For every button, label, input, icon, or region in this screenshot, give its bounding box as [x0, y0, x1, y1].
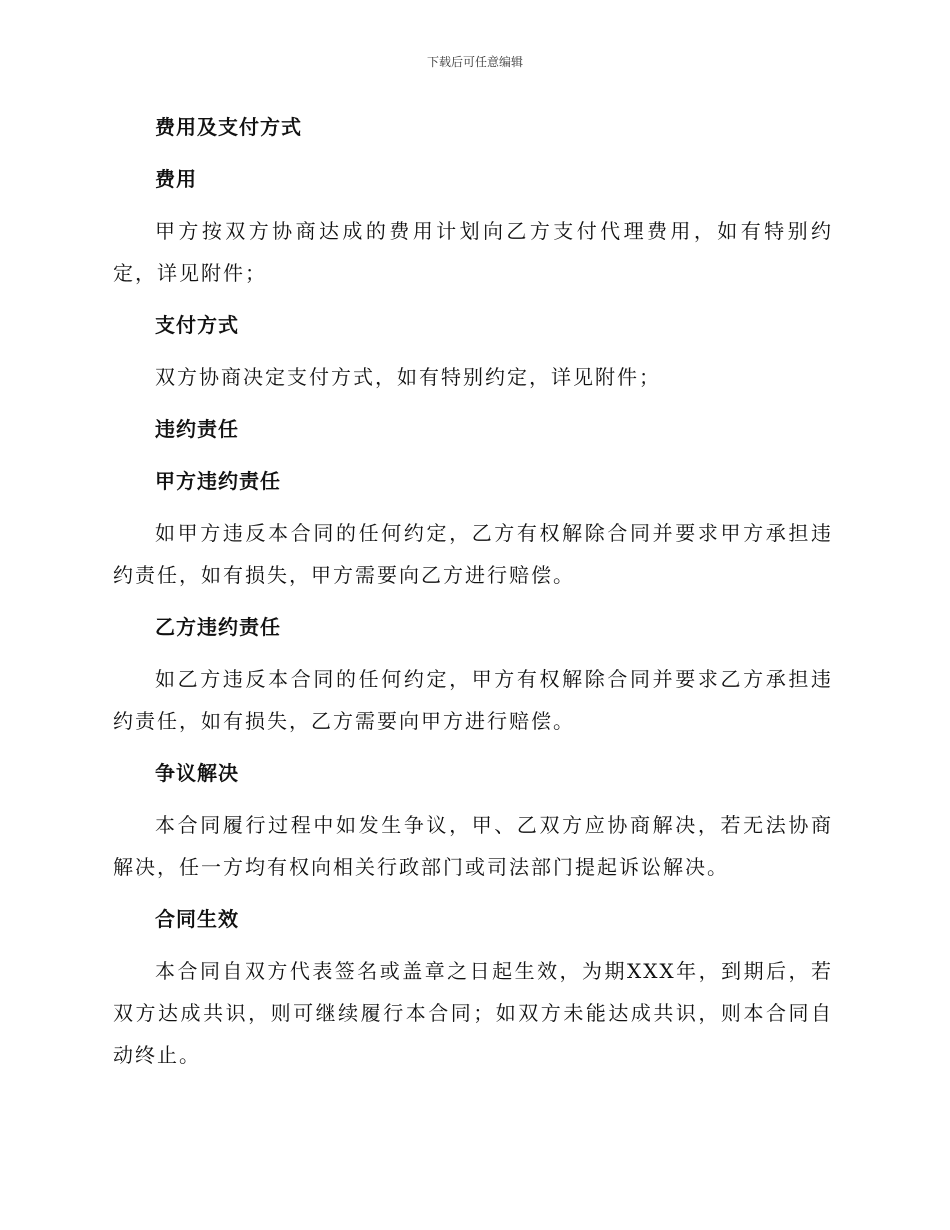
- page-header: 下载后可任意编辑: [426, 55, 523, 69]
- paragraph-dispute: 本合同履行过程中如发生争议，甲、乙双方应协商解决，若无法协商解决，任一方均有权向相关行政部门或司法部门提起诉讼解决。: [113, 813, 833, 879]
- section-heading-breach: 违约责任: [155, 417, 239, 441]
- section-heading-effect: 合同生效: [155, 907, 239, 931]
- paragraph-fee: 甲方按双方协商达成的费用计划向乙方支付代理费用，如有特别约定，详见附件；: [113, 219, 833, 285]
- subsection-heading-breach-party-b: 乙方违约责任: [155, 615, 281, 639]
- subsection-heading-breach-party-a: 甲方违约责任: [155, 469, 281, 493]
- section-heading-dispute: 争议解决: [155, 761, 239, 785]
- paragraph-effect: 本合同自双方代表签名或盖章之日起生效，为期XXX年，到期后，若双方达成共识，则可继续履行本合同；如双方未能达成共识，则本合同自动终止。: [113, 959, 833, 1067]
- paragraph-breach-party-b: 如乙方违反本合同的任何约定，甲方有权解除合同并要求乙方承担违约责任，如有损失，乙方需要向甲方进行赔偿。: [113, 667, 833, 733]
- paragraph-breach-party-a: 如甲方违反本合同的任何约定，乙方有权解除合同并要求甲方承担违约责任，如有损失，甲方需要向乙方进行赔偿。: [113, 521, 833, 587]
- paragraph-payment: 双方协商决定支付方式，如有特别约定，详见附件；: [155, 365, 661, 389]
- subsection-heading-payment: 支付方式: [155, 313, 239, 337]
- section-heading-fee-payment: 费用及支付方式: [155, 115, 302, 139]
- document-body: [113, 106, 833, 1086]
- subsection-heading-fee: 费用: [155, 167, 197, 191]
